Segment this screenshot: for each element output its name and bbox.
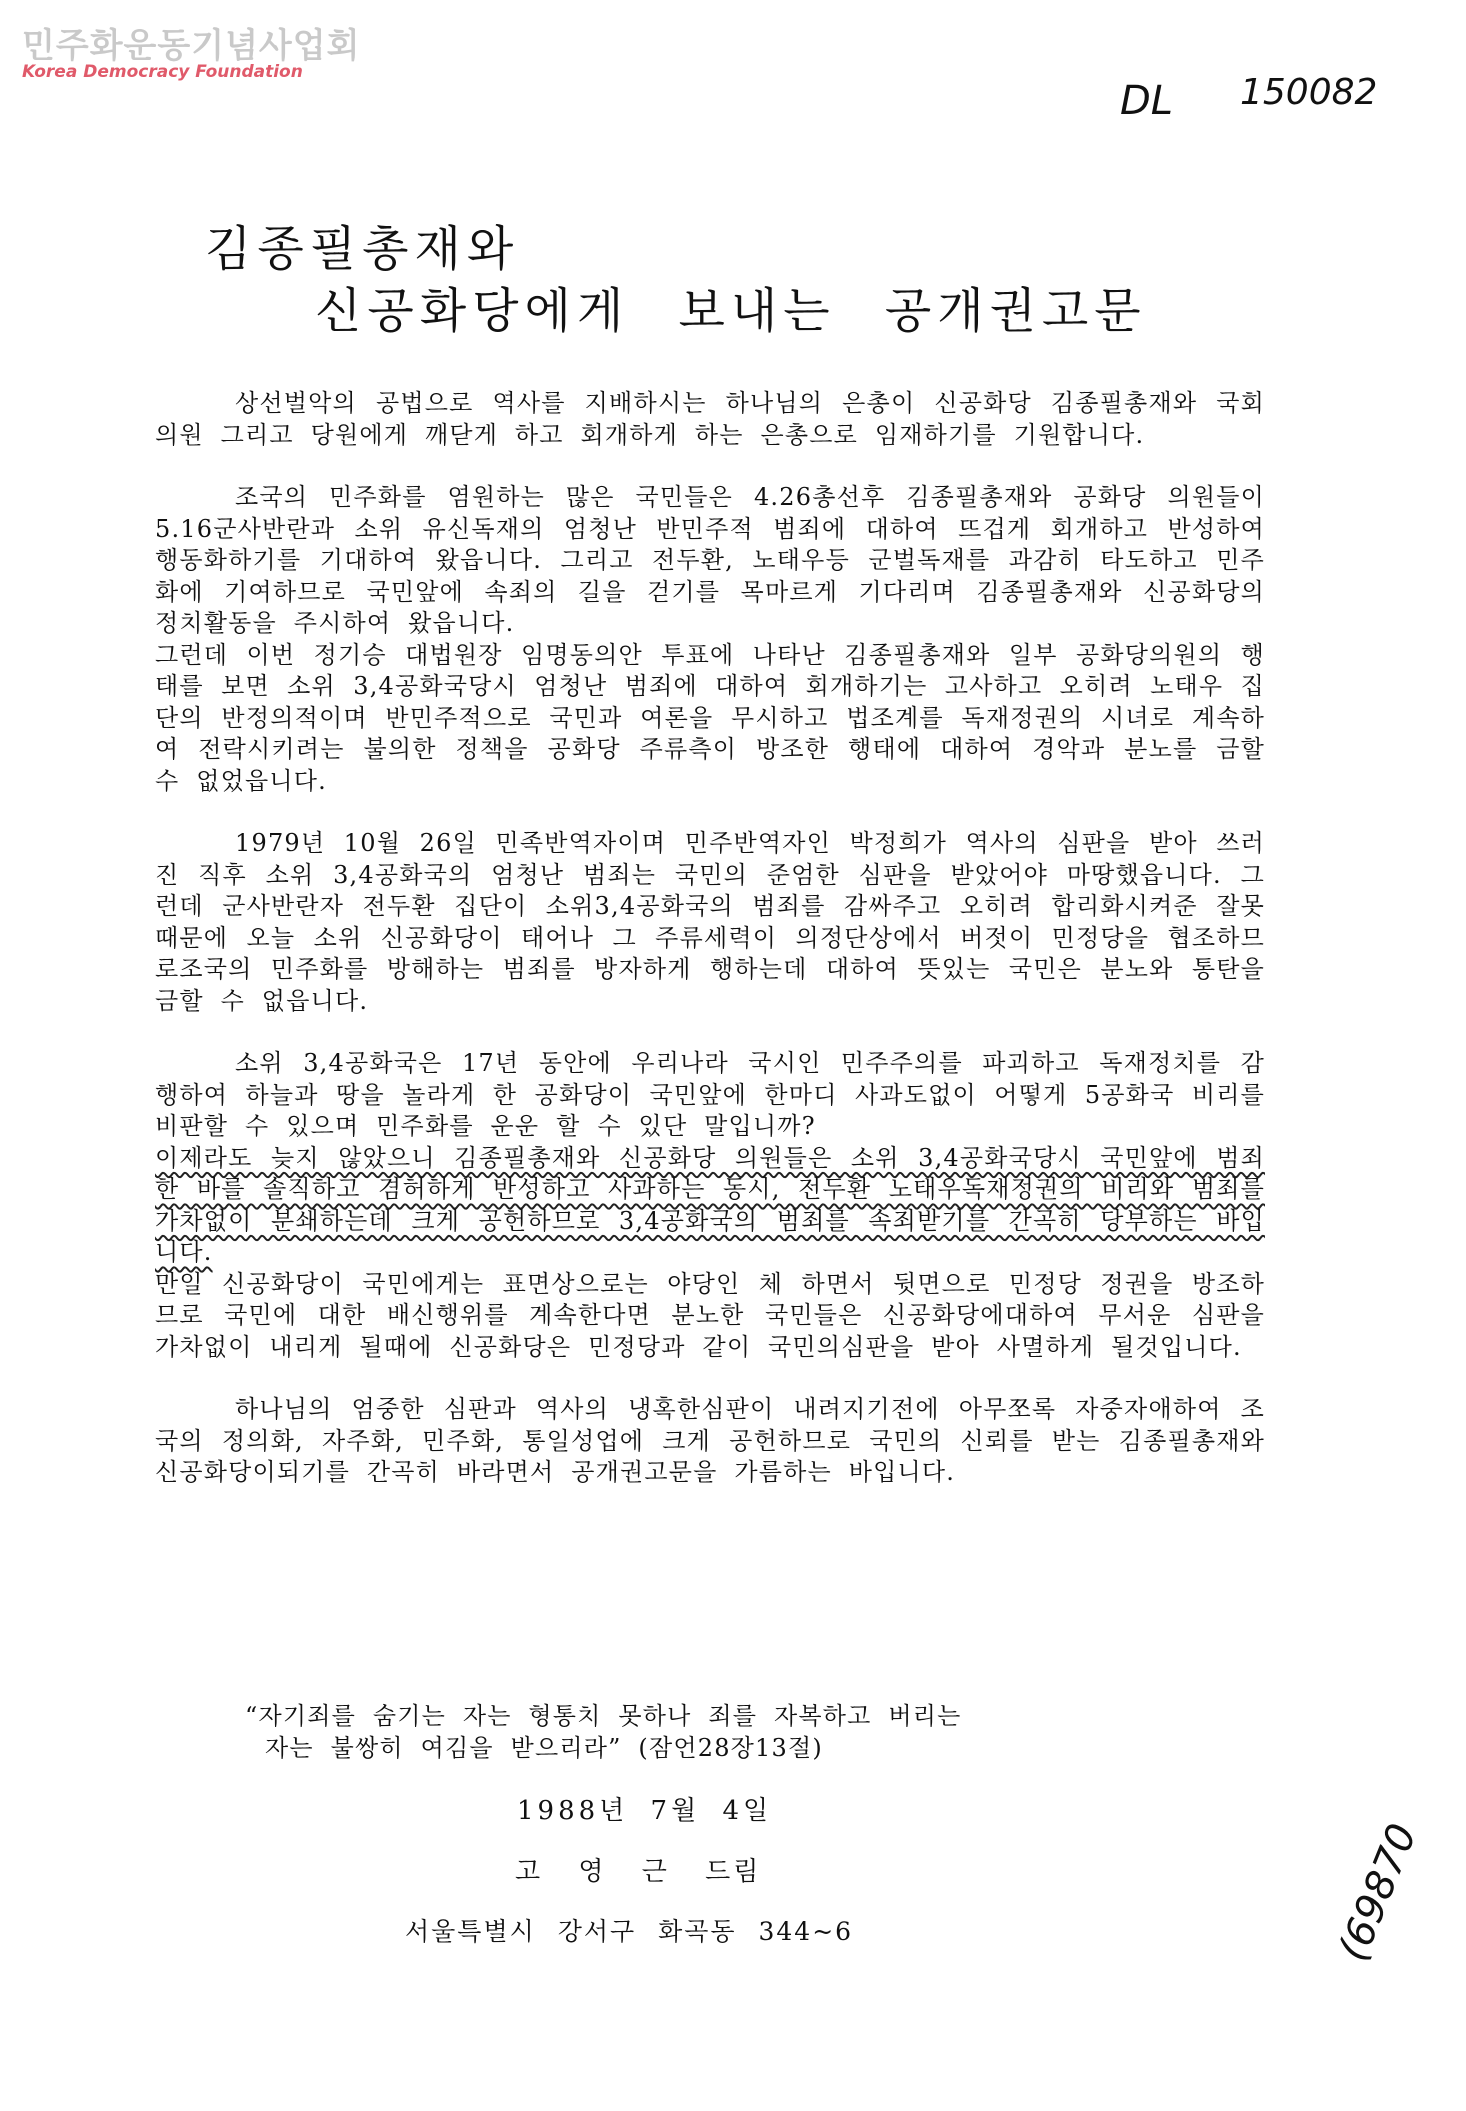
paragraph-criticism: 그런데 이번 정기승 대법원장 임명동의안 투표에 나타난 김종필총재와 일부 공화당의원의 행태를 보면 소위 3,4공화국당시 엄청난 범죄에 대하여 회개하기는 고사하고 오히려 노태우 집단의 반정의적이며 반민주적으로 국민과 여론을 무시하고 법조계를 독재정권의 시녀로 계속하여 전락시키려는 불의한 정책을 공화당 주류측이 방조한 행태에 대하여 경악과 분노를 금할 수 없었읍니다. [155, 640, 1265, 795]
paragraph-greeting: 상선벌악의 공법으로 역사를 지배하시는 하나님의 은총이 신공화당 김종필총재와 국회의원 그리고 당원에게 깨닫게 하고 회개하게 하는 은총으로 임재하기를 기원합니다. [155, 389, 1265, 449]
paragraph-conclusion: 하나님의 엄중한 심판과 역사의 냉혹한심판이 내려지기전에 아무쪼록 자중자애하여 조국의 정의화, 자주화, 민주화, 통일성업에 크게 공헌하므로 국민의 신뢰를 받는 김종필총재와 신공화당이되기를 간곡히 바라면서 공개권고문을 가름하는 바입니다. [155, 1395, 1265, 1486]
letter-date: 1988년 7월 4일 [517, 1796, 773, 1826]
letter-body [155, 388, 1265, 1520]
sender-address: 서울특별시 강서구 화곡동 344~6 [405, 1917, 854, 1946]
paragraph-history: 1979년 10월 26일 민족반역자이며 민주반역자인 박정희가 역사의 심판을 받아 쓰러진 직후 소위 3,4공화국의 엄청난 범죄는 국민의 준엄한 심판을 받았어야 마땅했읍니다. 그런데 군사반란자 전두환 집단이 소위3,4공화국의 범죄를 감싸주고 오히려 합리화시켜준 잘못때문에 오늘 소위 신공화당이 태어나 그 주류세력이 의정단상에서 버젓이 민정당을 협조하므로조국의 민주화를 방해하는 범죄를 방자하게 행하는데 대하여 뜻있는 국민은 분노와 통탄을 금할 수 없읍니다. [155, 829, 1265, 1015]
foundation-logo-english: Korea Democracy Foundation [22, 62, 303, 82]
handwritten-mark: DL [1120, 78, 1174, 124]
paragraph-question: 소위 3,4공화국은 17년 동안에 우리나라 국시인 민주주의를 파괴하고 독재정치를 감행하여 하늘과 땅을 놀라게 한 공화당이 국민앞에 한마디 사과도없이 어떻게 5공화국 비리를 비판할 수 있으며 민주화를 운운 할 수 있단 말입니까? [155, 1049, 1265, 1140]
document-title-line-2: 신공화당에게 보내는 공개권고문 [315, 283, 1147, 339]
paragraph-warning: 만일 신공화당이 국민에게는 표면상으로는 야당인 체 하면서 뒷면으로 민정당 정권을 방조하므로 국민에 대한 배신행위를 계속한다면 분노한 국민들은 신공화당에대하여 무서운 심판을 가차없이 내리게 될때에 신공화당은 민정당과 같이 국민의심판을 받아 사멸하게 될것입니다. [155, 1269, 1265, 1361]
scripture-quote [245, 1700, 1245, 1764]
paragraph-appeal-underlined: 이제라도 늦지 않았으니 김종필총재와 신공화당 의원들은 소위 3,4공화국당시 국민앞에 범죄한 바를 솔직하고 겸허하게 반성하고 사과하는 동시, 전두환 노태우독재정권의 비리와 범죄를 가차없이 분쇄하는데 크게 공헌하므로 3,4공화국의 범죄를 속죄받기를 간곡히 당부하는 바입니다. [155, 1143, 1265, 1266]
paragraph-expectation: 조국의 민주화를 염원하는 많은 국민들은 4.26총선후 김종필총재와 공화당 의원들이 5.16군사반란과 소위 유신독재의 엄청난 반민주적 범죄에 대하여 뜨겁게 회개하고 반성하여 행동화하기를 기대하여 왔읍니다. 그리고 전두환, 노태우등 군벌독재를 과감히 타도하고 민주화에 기여하므로 국민앞에 속죄의 길을 걷기를 목마르게 기다리며 김종필총재와 신공화당의 정치활동을 주시하여 왔읍니다. [155, 483, 1265, 637]
signature: 고 영 근 드림 [515, 1857, 762, 1887]
handwritten-archive-number: 150082 [1240, 72, 1378, 113]
handwritten-side-number: (69870 [1330, 1817, 1427, 1968]
foundation-logo-korean: 민주화운동기념사업회 [22, 26, 361, 66]
quote-line-1: “자기죄를 숨기는 자는 형통치 못하나 죄를 자복하고 버리는 [245, 1702, 962, 1730]
document-title-line-1: 김종필총재와 [205, 221, 520, 277]
quote-line-2: 자는 불쌍히 여김을 받으리라” (잠언28장13절) [265, 1734, 823, 1762]
